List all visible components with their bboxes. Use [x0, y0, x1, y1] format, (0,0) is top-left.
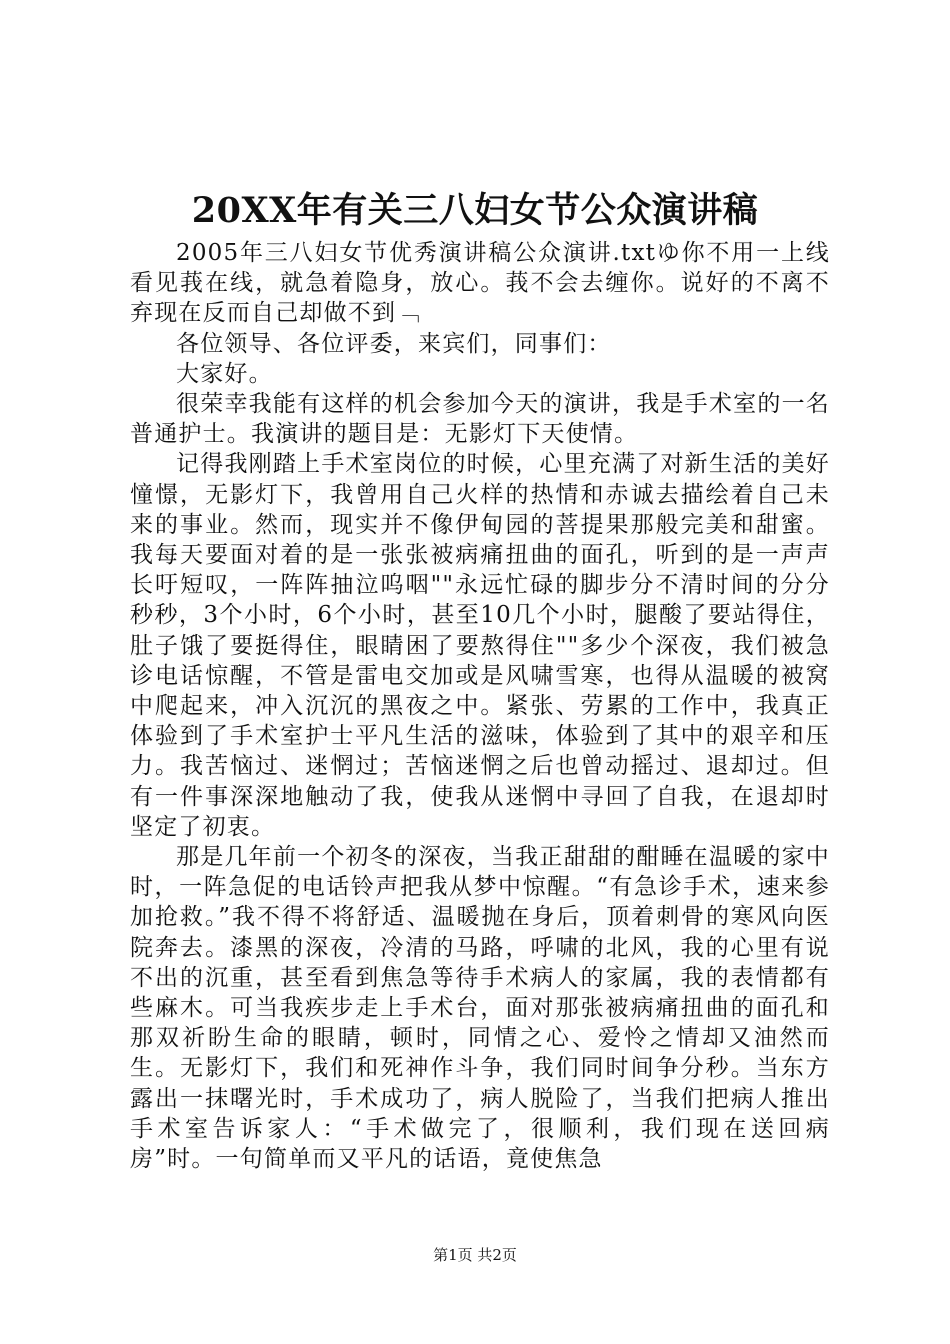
- page-footer: 第1页 共2页: [433, 1246, 517, 1264]
- document-title: 20XX年有关三八妇女节公众演讲稿: [191, 190, 759, 231]
- paragraph-greeting: 大家好。: [176, 360, 273, 387]
- paragraph-topic: 很荣幸我能有这样的机会参加今天的演讲，我是手术室的一名普通护士。我演讲的题目是：无影灯下天使情。: [130, 391, 830, 448]
- paragraph-salutation: 各位领导、各位评委，来宾们，同事们：: [176, 330, 612, 357]
- paragraph-memory: 记得我刚踏上手术室岗位的时候，心里充满了对新生活的美好憧憬，无影灯下，我曾用自己火样的热情和赤诚去描绘着自己未来的事业。然而，现实并不像伊甸园的菩提果那般完美和甜蜜。我每天要面对着的是一张张被病痛扭曲的面孔，听到的是一声声长吁短叹，一阵阵抽泣呜咽""永远忙碌的脚步分不清时间的分分秒秒，3个小时，6个小时，甚至10几个小时，腿酸了要站得住，肚子饿了要挺得住，眼睛困了要熬得住""多少个深夜，我们被急诊电话惊醒，不管是雷电交加或是风啸雪寒，也得从温暖的被窝中爬起来，冲入沉沉的黑夜之中。紧张、劳累的工作中，我真正体验到了手术室护士平凡生活的滋味，体验到了其中的艰辛和压力。我苦恼过、迷惘过；苦恼迷惘之后也曾动摇过、退却过。但有一件事深深地触动了我，使我从迷惘中寻回了自我，在退却时坚定了初衷。: [130, 451, 830, 840]
- paragraph-story: 那是几年前一个初冬的深夜，当我正甜甜的酣睡在温暖的家中时，一阵急促的电话铃声把我从梦中惊醒。“有急诊手术，速来参加抢救。”我不得不将舒适、温暖抛在身后，顶着刺骨的寒风向医院奔去。漆黑的深夜，冷清的马路，呼啸的北风，我的心里有说不出的沉重，甚至看到焦急等待手术病人的家属，我的表情都有些麻木。可当我疾步走上手术台，面对那张被病痛扭曲的面孔和那双祈盼生命的眼睛，顿时，同情之心、爱怜之情却又油然而生。无影灯下，我们和死神作斗争，我们同时间争分秒。当东方露出一抹曙光时，手术成功了，病人脱险了，当我们把病人推出手术室告诉家人：“手术做完了，很顺利，我们现在送回病房”时。一句简单而又平凡的话语，竟使焦急: [130, 844, 830, 1173]
- document-body: [130, 238, 830, 1174]
- paragraph-intro: 2005年三八妇女节优秀演讲稿公众演讲.txtゆ你不用一上线看见莪在线，就急着隐身，放心。莪不会去缠你。说好的不离不弃现在反而自己却做不到﹁: [130, 240, 830, 327]
